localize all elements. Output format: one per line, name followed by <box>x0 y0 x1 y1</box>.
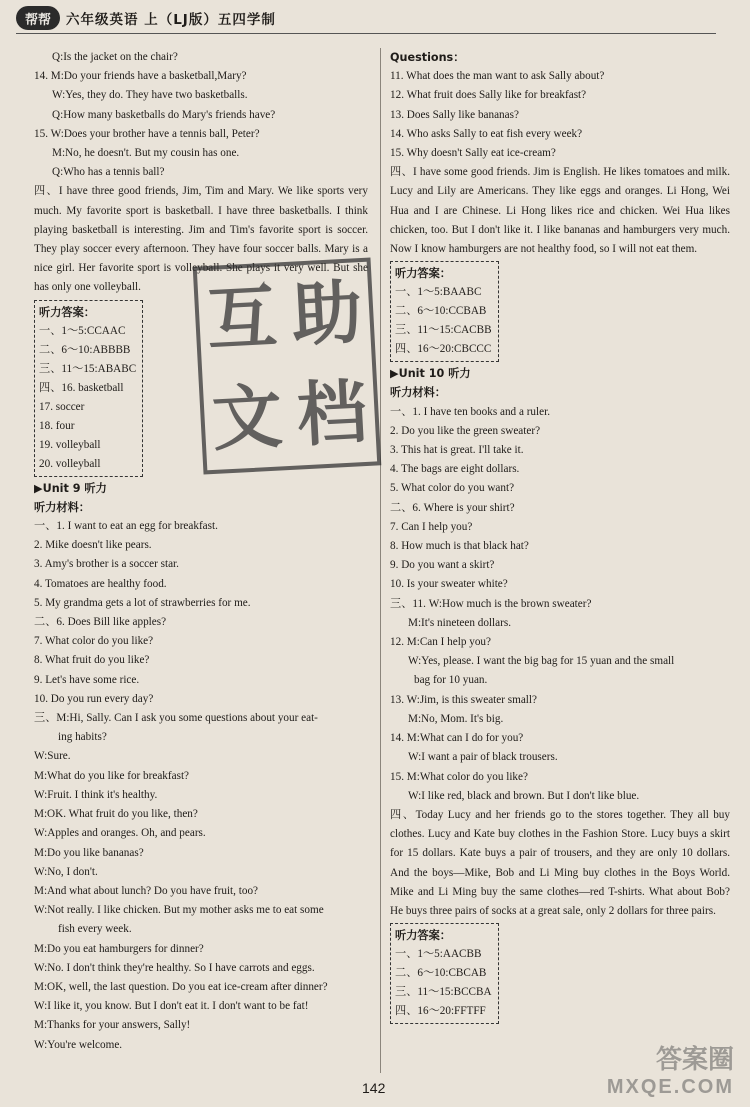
text-line: W:Yes, please. I want the big bag for 15 yuan and the small <box>408 655 675 668</box>
text-line: 一、1. I want to eat an egg for breakfast. <box>34 520 218 533</box>
unit-heading: ▶Unit 9 听力 <box>34 481 107 495</box>
text-line: W:You're welcome. <box>34 1038 123 1051</box>
answer-line: 一、1～5:CCAAC <box>39 324 126 337</box>
answer-line: 三、11～15:BCCBA <box>395 986 492 999</box>
question-line: 11. What does the man want to ask Sally about? <box>390 70 605 83</box>
text-line: 10. Do you run every day? <box>34 692 154 705</box>
text-line: 4. The bags are eight dollars. <box>390 463 520 476</box>
text-line: M:It's nineteen dollars. <box>408 616 511 629</box>
text-line: M:Do you like bananas? <box>34 846 144 859</box>
questions-heading: Questions： <box>390 51 465 64</box>
text-line: bag for 10 yuan. <box>414 674 488 687</box>
text-line: 12. M:Can I help you? <box>390 636 491 649</box>
text-line: 2. Do you like the green sweater? <box>390 424 541 437</box>
answer-box <box>390 261 499 362</box>
text-line: 5. What color do you want? <box>390 482 515 495</box>
publisher-logo: 帮帮 <box>16 6 60 30</box>
stamp-watermark <box>193 257 382 474</box>
answer-box-title: 听力答案： <box>395 929 451 943</box>
answer-line: 四、16～20:CBCCC <box>395 343 492 356</box>
text-line: W:Fruit. I think it's healthy. <box>34 788 158 801</box>
text-line: W:Apples and oranges. Oh, and pears. <box>34 827 206 840</box>
text-line: 14. M:Do your friends have a basketball,Mary? <box>34 70 247 83</box>
watermark-en: MXQE.COM <box>606 1076 734 1098</box>
answer-box <box>34 300 143 477</box>
text-line: Q:Is the jacket on the chair? <box>52 51 178 63</box>
text-line: 13. W:Jim, is this sweater small? <box>390 693 537 706</box>
text-line: 三、11. W:How much is the brown sweater? <box>390 597 592 610</box>
text-line: M:What do you like for breakfast? <box>34 769 190 782</box>
answer-line: 20. volleyball <box>39 457 101 470</box>
text-line: W:Not really. I like chicken. But my mother asks me to eat some <box>34 904 324 917</box>
answer-line: 19. volleyball <box>39 438 101 451</box>
text-line: 二、6. Does Bill like apples? <box>34 616 167 629</box>
text-line: W:No, I don't. <box>34 865 98 878</box>
text-line: W:Sure. <box>34 750 71 763</box>
left-column <box>34 48 368 1055</box>
answer-line: 二、6～10:ABBBB <box>39 343 131 356</box>
question-line: 14. Who asks Sally to eat fish every week? <box>390 127 583 140</box>
answer-line: 一、1～5:BAABC <box>395 286 482 299</box>
answer-line: 四、16～20:FFTFF <box>395 1005 486 1018</box>
answer-line: 一、1～5:AACBB <box>395 948 482 961</box>
question-line: 15. Why doesn't Sally eat ice-cream? <box>390 147 556 160</box>
text-line: M:OK, well, the last question. Do you eat ice-cream after dinner? <box>34 980 328 993</box>
page-header <box>16 4 731 32</box>
question-line: 12. What fruit does Sally like for breakfast? <box>390 89 587 102</box>
text-line: 10. Is your sweater white? <box>390 578 508 591</box>
stamp-char: 助 <box>289 271 364 357</box>
text-line: M:OK. What fruit do you like, then? <box>34 808 198 821</box>
passage-four: 四、Today Lucy and her friends go to the stores together. They all buy clothes. Lucy and Kate buy clothes in the Fashion Store. Lucy buys a skirt for 15 dollars. Kate buys a pair of trousers, and they are only 10 dollars. And the boys—Mike, Bob and Li Ming buy clothes in the Boys World. Mike and Li Ming buy the same clothes—red T-shirts. What about Bob? He buys three pairs of socks at a great sale, only 2 dollars for three pairs. <box>390 808 730 917</box>
text-line: 7. Can I help you? <box>390 520 473 533</box>
answer-line: 四、16. basketball <box>39 381 124 394</box>
text-line: W:No. I don't think they're healthy. So I have carrots and eggs. <box>34 961 315 974</box>
text-line: fish every week. <box>58 923 132 936</box>
material-label: 听力材料： <box>34 500 90 514</box>
answer-line: 二、6～10:CCBAB <box>395 305 487 318</box>
header-rule <box>16 33 716 34</box>
text-line: 二、6. Where is your shirt? <box>390 501 515 514</box>
text-line: 15. M:What color do you like? <box>390 770 528 783</box>
text-line: Q:Who has a tennis ball? <box>52 166 165 179</box>
text-line: W:I want a pair of black trousers. <box>408 751 558 764</box>
right-column <box>390 48 730 1026</box>
watermark-zh: 答案圈 <box>655 1045 734 1075</box>
answer-box-title: 听力答案： <box>395 267 451 281</box>
text-line: W:I like red, black and brown. But I don't like blue. <box>408 789 640 802</box>
answer-line: 17. soccer <box>39 400 85 413</box>
text-line: Q:How many basketballs do Mary's friends have? <box>52 108 276 121</box>
text-line: M:No, Mom. It's big. <box>408 712 504 725</box>
answer-box-title: 听力答案： <box>39 305 95 319</box>
text-line: 14. M:What can I do for you? <box>390 732 524 745</box>
page-number: 142 <box>362 1080 386 1096</box>
stamp-char: 互 <box>204 275 280 362</box>
text-line: 15. W:Does your brother have a tennis ball, Peter? <box>34 127 260 140</box>
passage-four: 四、I have three good friends, Jim, Tim and Mary. We like sports very much. My favorite sport is basketball. I have three basketballs. I think playing basketball is interesting. Jim and Tim's favorite sport is soccer. They play soccer every afternoon. They have four soccer balls. Mary is a nice girl. Her favorite sport is volleyball. She plays it very well. But she has only one volleyball. <box>34 185 368 294</box>
text-line: 7. What color do you like? <box>34 635 154 648</box>
site-watermark <box>607 1039 734 1099</box>
text-line: M:No, he doesn't. But my cousin has one. <box>52 147 240 160</box>
stamp-char: 档 <box>294 370 370 457</box>
text-line: 9. Let's have some rice. <box>34 673 140 686</box>
text-line: 8. How much is that black hat? <box>390 540 529 553</box>
answer-line: 二、6～10:CBCAB <box>395 967 487 980</box>
text-line: 9. Do you want a skirt? <box>390 559 495 572</box>
text-line: 2. Mike doesn't like pears. <box>34 539 152 552</box>
unit-heading: ▶Unit 10 听力 <box>390 367 471 381</box>
text-line: 3. This hat is great. I'll take it. <box>390 444 524 457</box>
text-line: W:I like it, you know. But I don't eat it. I don't want to be fat! <box>34 1000 309 1013</box>
stamp-char: 文 <box>210 375 285 461</box>
text-line: 三、M:Hi, Sally. Can I ask you some questions about your eat- <box>34 712 318 725</box>
answer-box <box>390 923 499 1024</box>
text-line: ing habits? <box>58 731 107 744</box>
text-line: 5. My grandma gets a lot of strawberries for me. <box>34 596 251 609</box>
text-line: 8. What fruit do you like? <box>34 654 150 667</box>
column-divider <box>380 48 381 1073</box>
text-line: M:Thanks for your answers, Sally! <box>34 1019 191 1032</box>
text-line: 4. Tomatoes are healthy food. <box>34 577 167 590</box>
text-line: M:Do you eat hamburgers for dinner? <box>34 942 204 955</box>
text-line: W:Yes, they do. They have two basketballs. <box>52 89 248 102</box>
passage-four: 四、I have some good friends. Jim is English. He likes tomatoes and milk. Lucy and Lily are Americans. They like eggs and oranges. Li Hong, Wei Hua and I are Chinese. Li Hong likes rice and chicken. Wei Hua likes chicken, too. But I don't like it. I like bananas and hamburgers very much. Now I know hamburgers are not healthy food, so I will not eat them. <box>390 166 730 256</box>
text-line: 一、1. I have ten books and a ruler. <box>390 405 551 418</box>
text-line: 3. Amy's brother is a soccer star. <box>34 558 179 571</box>
material-label: 听力材料： <box>390 386 446 400</box>
answer-line: 三、11～15:ABABC <box>39 362 137 375</box>
book-title: 六年级英语 上（LJ版）五四学制 <box>66 12 276 28</box>
answer-line: 18. four <box>39 419 75 432</box>
question-line: 13. Does Sally like bananas? <box>390 108 519 121</box>
answer-line: 三、11～15:CACBB <box>395 324 492 337</box>
text-line: M:And what about lunch? Do you have fruit, too? <box>34 884 259 897</box>
